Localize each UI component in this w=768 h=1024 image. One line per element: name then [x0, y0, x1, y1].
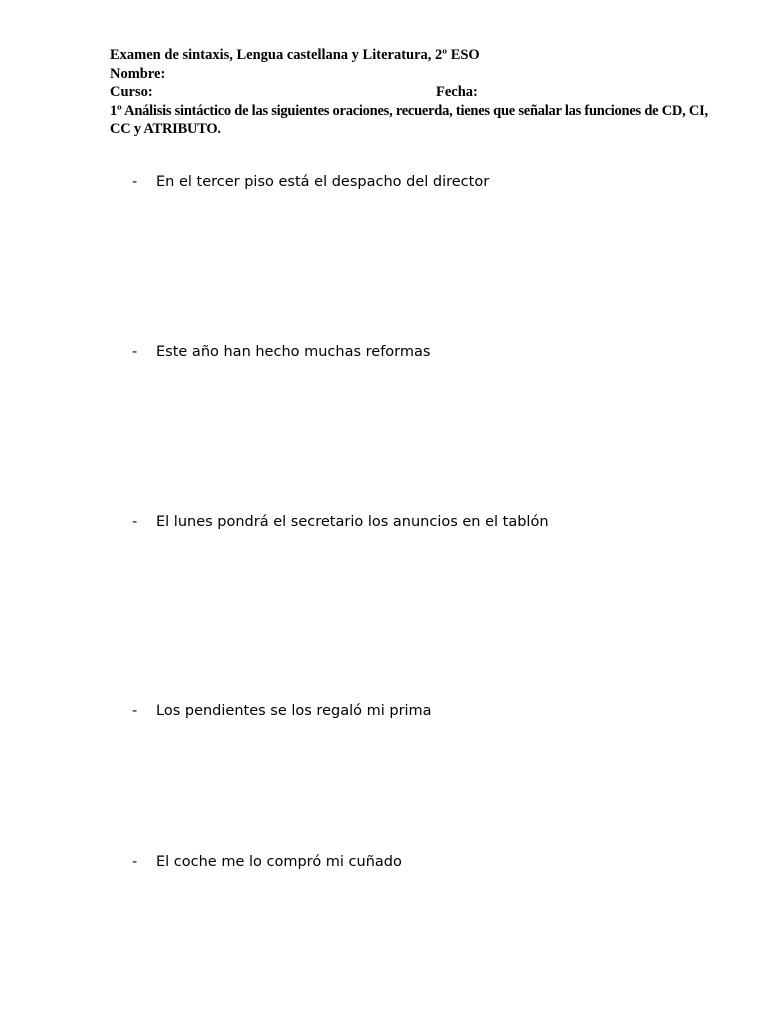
curso-fecha-row: [110, 83, 730, 102]
sentence-item: [132, 701, 432, 721]
bullet-dash: -: [132, 514, 138, 530]
sentence-item: [132, 512, 549, 532]
sentence-item: [132, 342, 430, 362]
sentence-item: [132, 852, 402, 872]
nombre-label: Nombre:: [110, 65, 166, 82]
exam-instructions: 1º Análisis sintáctico de las siguientes oraciones, recuerda, tienes que señalar las funciones de CD, CI, CC y ATRIBUTO.: [110, 102, 708, 137]
fecha-label: Fecha:: [436, 84, 478, 100]
exam-title: Examen de sintaxis, Lengua castellana y Literatura, 2º ESO: [110, 47, 480, 63]
sentence-text: En el tercer piso está el despacho del director: [156, 174, 490, 190]
sentence-item: [132, 172, 489, 192]
sentence-text: El coche me lo compró mi cuñado: [156, 854, 402, 870]
exam-header: [110, 46, 730, 139]
bullet-dash: -: [132, 854, 138, 870]
sentence-text: Los pendientes se los regaló mi prima: [156, 703, 432, 719]
sentence-text: Este año han hecho muchas reformas: [156, 344, 431, 360]
bullet-dash: -: [132, 174, 138, 190]
bullet-dash: -: [132, 703, 138, 719]
curso-label: Curso:: [110, 84, 153, 100]
bullet-dash: -: [132, 344, 138, 360]
sentence-text: El lunes pondrá el secretario los anuncios en el tablón: [156, 514, 549, 530]
